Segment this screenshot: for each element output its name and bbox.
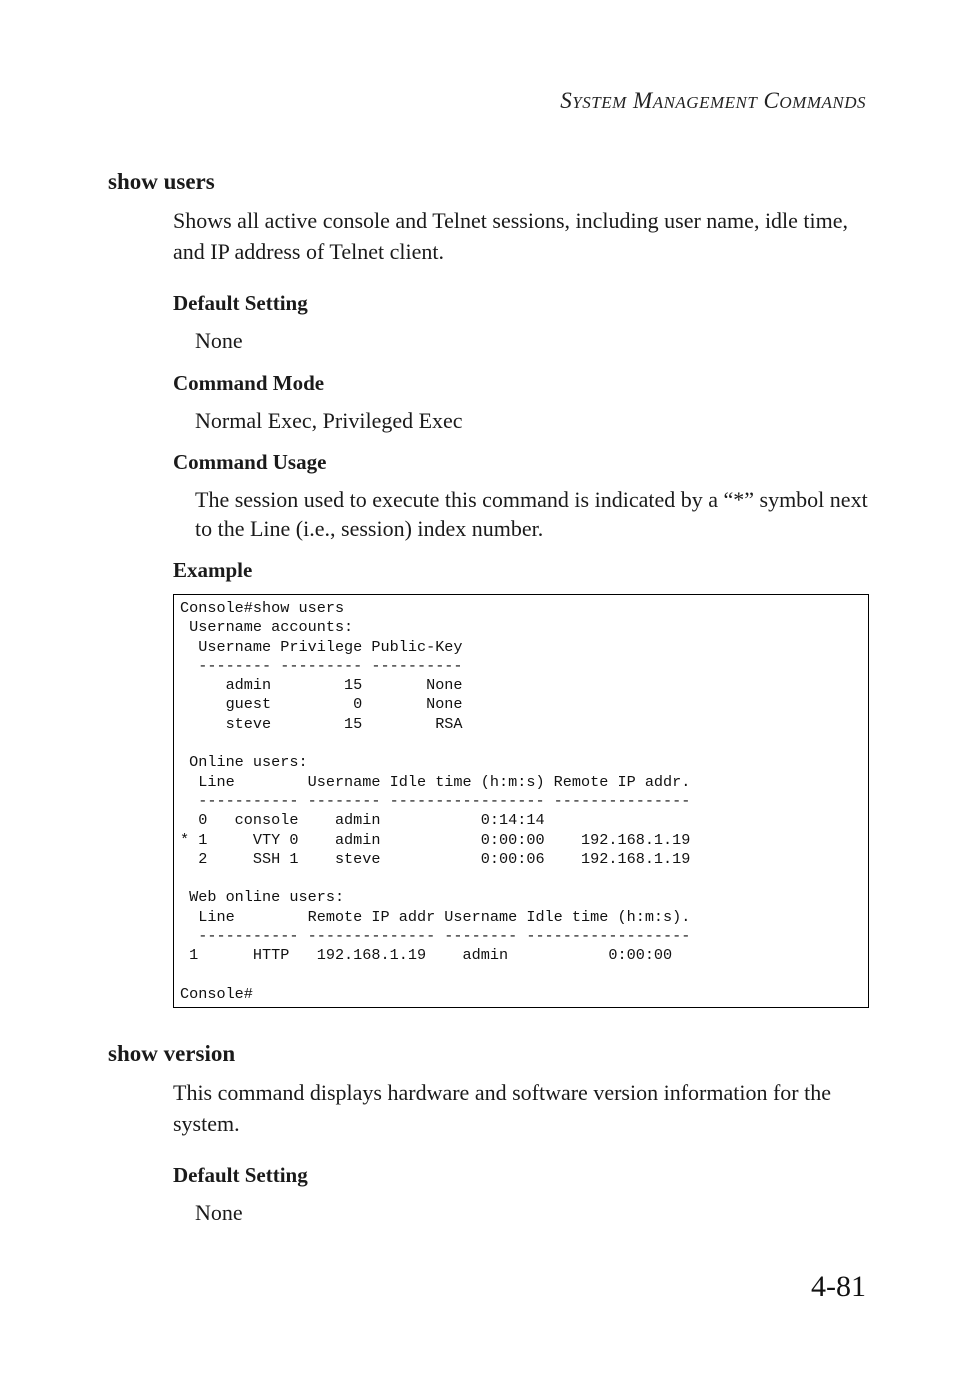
command-mode-value: Normal Exec, Privileged Exec bbox=[195, 408, 463, 433]
example-code: Console#show users Username accounts: Username Privilege Public-Key -------- --------- ---------- admin 15 None guest 0 None steve 15 RSA Online users: Line Username Idle time (h:m:s) Remote IP addr. ----------- -------- ----------------- --------------- 0 console admin 0:14:14 * 1 VTY 0 admin 0:00:00 192.168.1.19 2 SSH 1 steve 0:00:06 192.168.1.19 Web online users: Line Remote IP addr Username Idle time (h:m:s). ----------- -------------- -------- ------------------ 1 HTTP 192.168.1.19 admin 0:00:00 Console# bbox=[180, 599, 691, 1003]
show-version-description: This command displays hardware and software version information for the system. bbox=[173, 1080, 831, 1136]
default-setting-heading: Default Setting bbox=[173, 1163, 308, 1187]
command-usage-value: The session used to execute this command is indicated by a “*” symbol next to the Line (i.e., session) index number. bbox=[195, 487, 868, 541]
show-users-title: show users bbox=[108, 169, 215, 194]
running-header-word: COMMANDS bbox=[763, 88, 866, 113]
example-heading: Example bbox=[173, 558, 253, 582]
running-header-word: SYSTEM bbox=[560, 88, 627, 113]
command-usage-heading: Command Usage bbox=[173, 450, 327, 474]
default-setting-value: None bbox=[195, 1200, 243, 1225]
default-setting-heading: Default Setting bbox=[173, 291, 308, 315]
example-code-box bbox=[173, 594, 869, 1008]
running-header bbox=[560, 88, 866, 114]
default-setting-value: None bbox=[195, 328, 243, 353]
command-mode-heading: Command Mode bbox=[173, 371, 325, 395]
page-number: 4-81 bbox=[811, 1270, 866, 1303]
show-users-description: Shows all active console and Telnet sessions, including user name, idle time, and IP address of Telnet client. bbox=[173, 208, 849, 264]
running-header-word: MANAGEMENT bbox=[633, 88, 758, 113]
show-version-title: show version bbox=[108, 1041, 236, 1066]
